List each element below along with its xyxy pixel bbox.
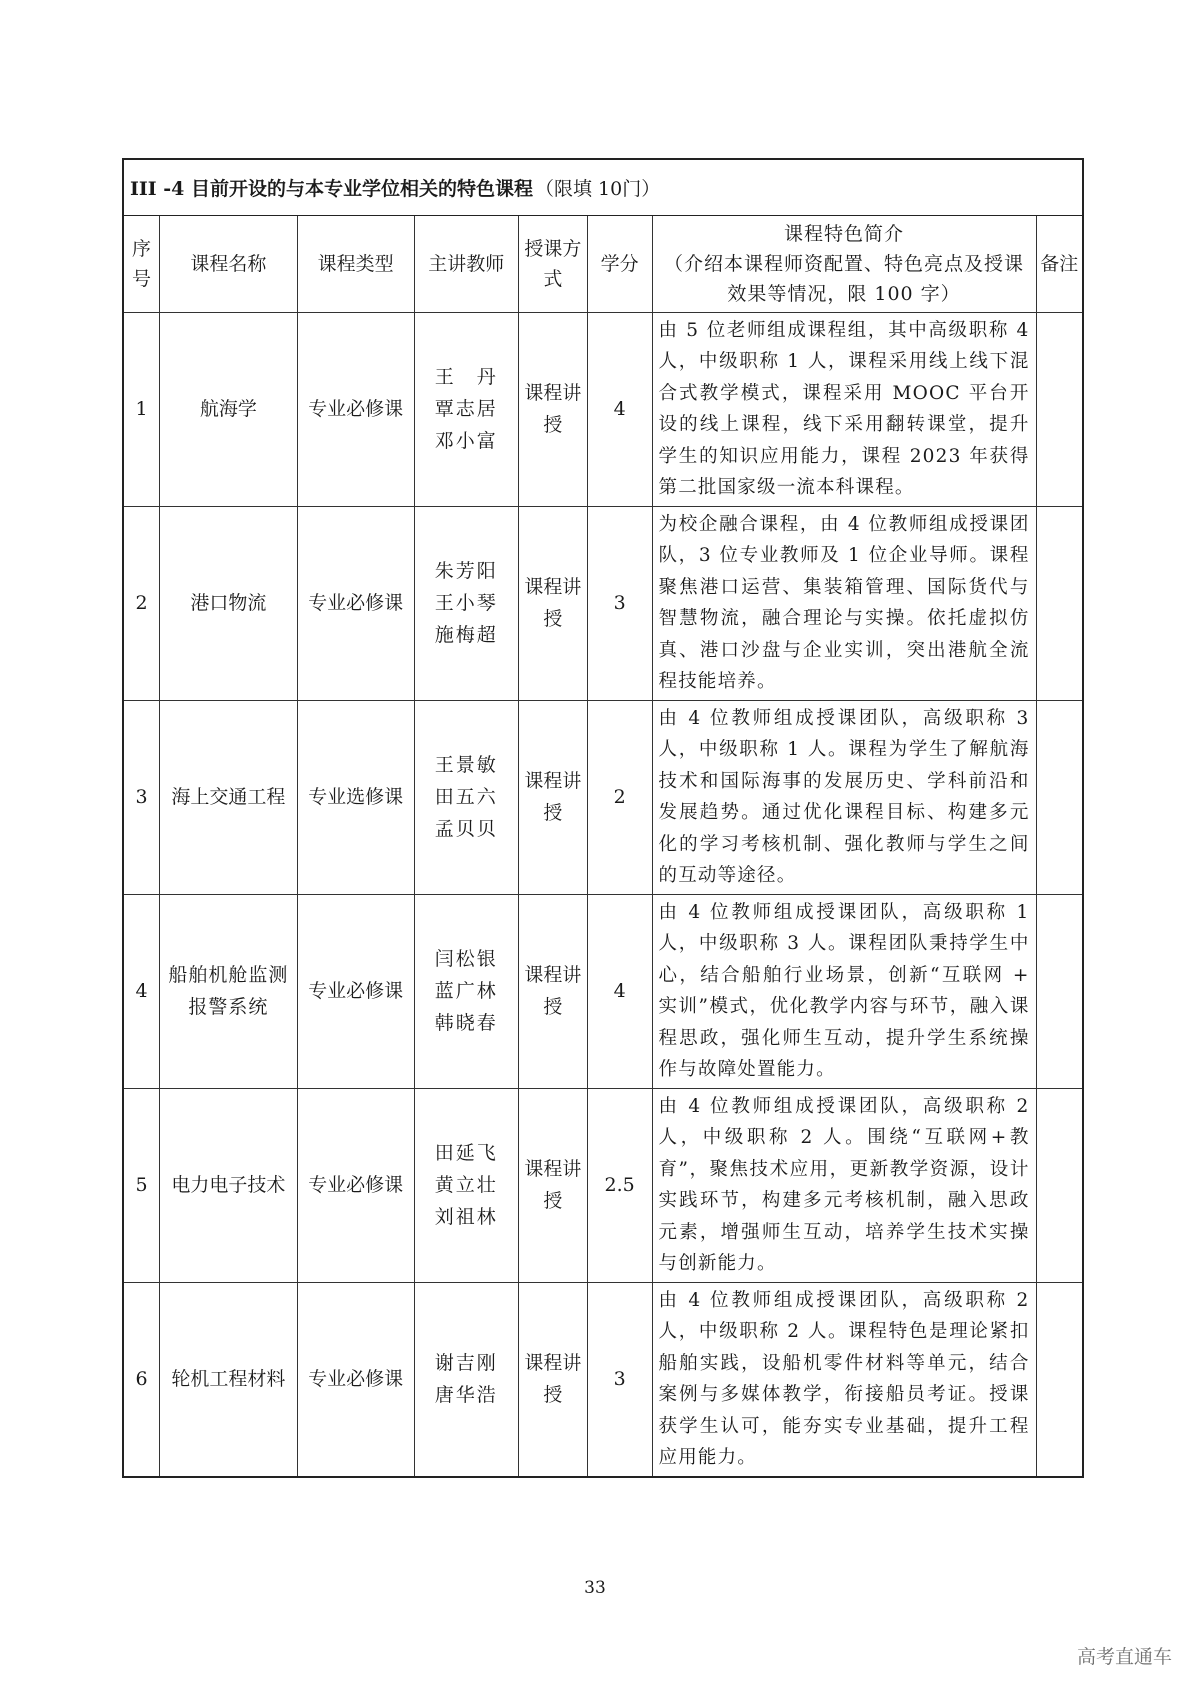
cell-description: 由 4 位教师组成授课团队，高级职称 1 人，中级职称 3 人。课程团队秉持学生中心，结合船舶行业场景，创新“互联网 + 实训”模式，优化教学内容与环节，融入课程思政，强化师生互动，提升学生系统操作与故障处置能力。 xyxy=(652,894,1036,1088)
cell-remark xyxy=(1036,312,1082,506)
header-remark: 备注 xyxy=(1036,216,1082,312)
table-row xyxy=(124,1282,1082,1476)
table-row xyxy=(124,312,1082,506)
cell-course-type: 专业必修课 xyxy=(297,506,414,700)
table-title-note: （限填 10门） xyxy=(535,178,661,200)
cell-remark xyxy=(1036,894,1082,1088)
teacher-name: 王景敏 xyxy=(434,754,498,776)
cell-course-type: 专业选修课 xyxy=(297,700,414,894)
page-number: 33 xyxy=(584,1578,606,1598)
teacher-name: 黄立壮 xyxy=(434,1174,498,1196)
cell-course-name: 电力电子技术 xyxy=(159,1088,297,1282)
teacher-name: 蓝广林 xyxy=(434,980,498,1002)
table-row xyxy=(124,1088,1082,1282)
teacher-name: 田五六 xyxy=(434,786,498,808)
table-row xyxy=(124,894,1082,1088)
cell-description: 由 5 位老师组成课程组，其中高级职称 4 人，中级职称 1 人，课程采用线上线下混合式教学模式，课程采用 MOOC 平台开设的线上课程，线下采用翻转课堂，提升学生的知识应用能力，课程 2023 年获得第二批国家级一流本科课程。 xyxy=(652,312,1036,506)
cell-method: 课程讲授 xyxy=(518,312,587,506)
teacher-name: 覃志居 xyxy=(434,398,498,420)
cell-course-type: 专业必修课 xyxy=(297,1088,414,1282)
cell-description: 由 4 位教师组成授课团队，高级职称 2 人，中级职称 2 人。课程特色是理论紧扣船舶实践，设船机零件材料等单元，结合案例与多媒体教学，衔接船员考证。授课获学生认可，能夯实专业基础，提升工程应用能力。 xyxy=(652,1282,1036,1476)
cell-index: 3 xyxy=(124,700,159,894)
cell-course-name: 航海学 xyxy=(159,312,297,506)
course-table xyxy=(124,216,1082,1476)
cell-course-type: 专业必修课 xyxy=(297,312,414,506)
header-type: 课程类型 xyxy=(297,216,414,312)
header-description xyxy=(652,216,1036,312)
cell-credit: 4 xyxy=(587,894,652,1088)
table-row xyxy=(124,700,1082,894)
cell-remark xyxy=(1036,506,1082,700)
cell-remark xyxy=(1036,1282,1082,1476)
teacher-name: 谢吉刚 xyxy=(434,1352,498,1374)
teacher-name: 唐华浩 xyxy=(434,1384,498,1406)
cell-index: 4 xyxy=(124,894,159,1088)
cell-course-name: 海上交通工程 xyxy=(159,700,297,894)
cell-credit: 3 xyxy=(587,506,652,700)
cell-course-name: 船舶机舱监测报警系统 xyxy=(159,894,297,1088)
cell-method: 课程讲授 xyxy=(518,894,587,1088)
header-description-note: （介绍本课程师资配置、特色亮点及授课效果等情况，限 100 字） xyxy=(664,252,1025,305)
cell-teachers xyxy=(414,1088,518,1282)
teacher-name: 刘祖林 xyxy=(434,1206,498,1228)
cell-course-type: 专业必修课 xyxy=(297,1282,414,1476)
cell-teachers xyxy=(414,894,518,1088)
table-row xyxy=(124,506,1082,700)
teacher-name: 施梅超 xyxy=(434,624,498,646)
header-teacher: 主讲教师 xyxy=(414,216,518,312)
header-index: 序号 xyxy=(124,216,159,312)
cell-credit: 4 xyxy=(587,312,652,506)
watermark-text: 高考直通车 xyxy=(1076,1646,1172,1668)
cell-credit: 3 xyxy=(587,1282,652,1476)
cell-index: 5 xyxy=(124,1088,159,1282)
cell-description: 由 4 位教师组成授课团队，高级职称 3 人，中级职称 1 人。课程为学生了解航海技术和国际海事的发展历史、学科前沿和发展趋势。通过优化课程目标、构建多元化的学习考核机制、强化教师与学生之间的互动等途径。 xyxy=(652,700,1036,894)
teacher-name: 王 丹 xyxy=(434,366,498,388)
cell-description: 为校企融合课程，由 4 位教师组成授课团队，3 位专业教师及 1 位企业导师。课程聚焦港口运营、集装箱管理、国际货代与智慧物流，融合理论与实操。依托虚拟仿真、港口沙盘与企业实训，突出港航全流程技能培养。 xyxy=(652,506,1036,700)
cell-teachers xyxy=(414,506,518,700)
course-table-sheet xyxy=(122,158,1084,1478)
header-credit: 学分 xyxy=(587,216,652,312)
cell-course-name: 港口物流 xyxy=(159,506,297,700)
cell-credit: 2.5 xyxy=(587,1088,652,1282)
teacher-name: 邓小富 xyxy=(434,430,498,452)
cell-teachers xyxy=(414,1282,518,1476)
header-method: 授课方式 xyxy=(518,216,587,312)
cell-method: 课程讲授 xyxy=(518,1088,587,1282)
cell-description: 由 4 位教师组成授课团队，高级职称 2 人，中级职称 2 人。围绕“互联网+教育”，聚焦技术应用，更新教学资源，设计实践环节，构建多元考核机制，融入思政元素，增强师生互动，培养学生技术实操与创新能力。 xyxy=(652,1088,1036,1282)
header-name: 课程名称 xyxy=(159,216,297,312)
teacher-name: 闫松银 xyxy=(434,948,498,970)
cell-method: 课程讲授 xyxy=(518,1282,587,1476)
cell-course-type: 专业必修课 xyxy=(297,894,414,1088)
cell-remark xyxy=(1036,700,1082,894)
cell-index: 6 xyxy=(124,1282,159,1476)
cell-course-name: 轮机工程材料 xyxy=(159,1282,297,1476)
cell-remark xyxy=(1036,1088,1082,1282)
cell-teachers xyxy=(414,312,518,506)
teacher-name: 韩晓春 xyxy=(434,1012,498,1034)
cell-credit: 2 xyxy=(587,700,652,894)
cell-index: 1 xyxy=(124,312,159,506)
cell-teachers xyxy=(414,700,518,894)
header-row xyxy=(124,216,1082,312)
teacher-name: 王小琴 xyxy=(434,592,498,614)
table-title-main: III -4 目前开设的与本专业学位相关的特色课程 xyxy=(130,178,533,200)
table-title xyxy=(124,160,1082,216)
cell-method: 课程讲授 xyxy=(518,506,587,700)
teacher-name: 朱芳阳 xyxy=(434,560,498,582)
teacher-name: 孟贝贝 xyxy=(434,818,498,840)
header-description-title: 课程特色简介 xyxy=(784,222,905,245)
cell-index: 2 xyxy=(124,506,159,700)
teacher-name: 田延飞 xyxy=(434,1142,498,1164)
cell-method: 课程讲授 xyxy=(518,700,587,894)
